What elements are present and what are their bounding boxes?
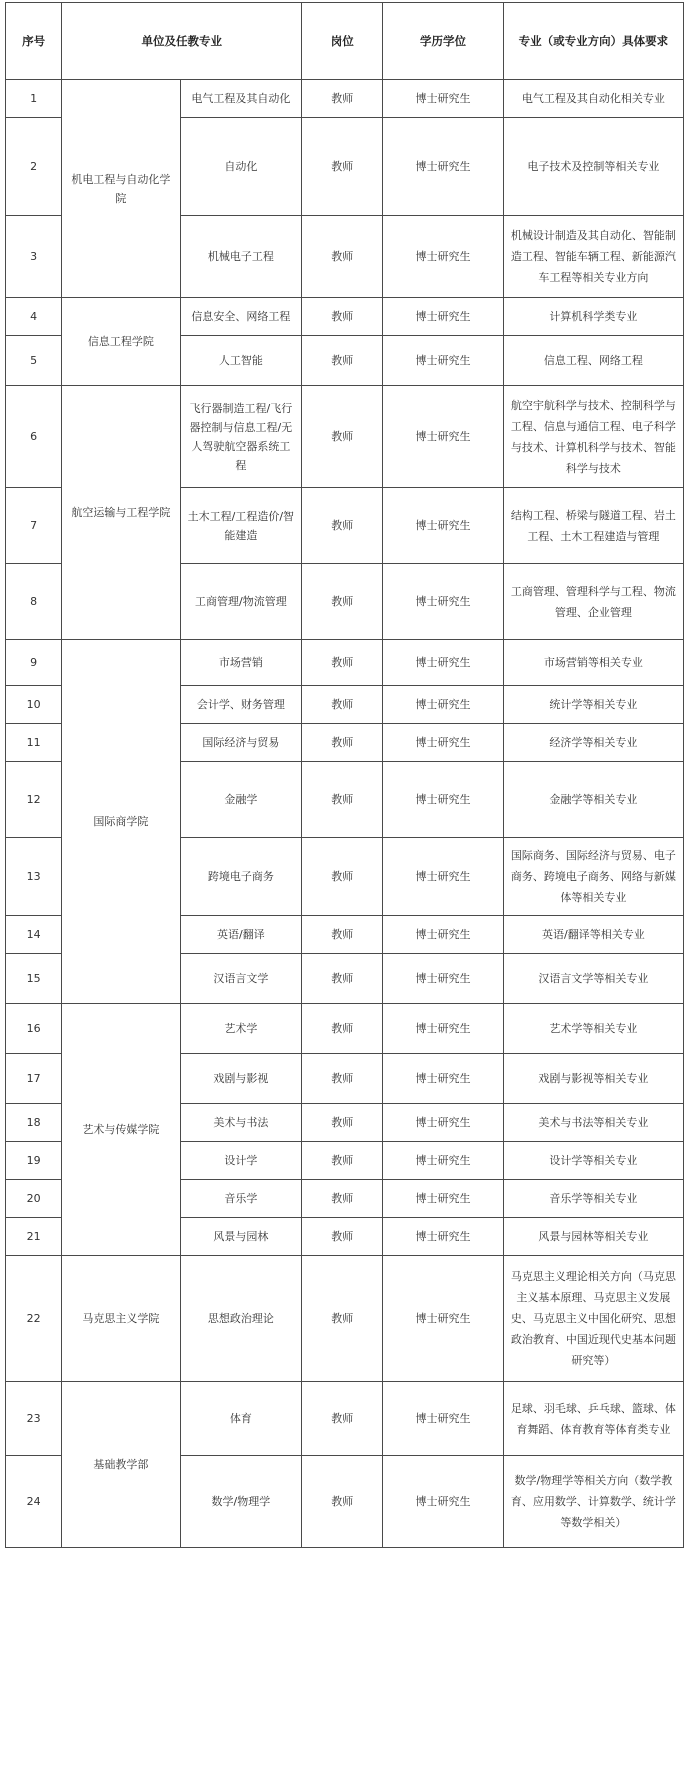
cell-no: 21 bbox=[6, 1218, 62, 1256]
cell-position: 教师 bbox=[302, 954, 383, 1004]
cell-no: 4 bbox=[6, 298, 62, 336]
cell-no: 5 bbox=[6, 336, 62, 386]
cell-requirement: 电气工程及其自动化相关专业 bbox=[503, 80, 683, 118]
cell-major: 机械电子工程 bbox=[180, 216, 302, 298]
cell-degree: 博士研究生 bbox=[383, 1180, 504, 1218]
cell-position: 教师 bbox=[302, 386, 383, 488]
cell-requirement: 结构工程、桥梁与隧道工程、岩土工程、土木工程建造与管理 bbox=[503, 488, 683, 564]
cell-unit: 基础教学部 bbox=[62, 1382, 180, 1548]
cell-degree: 博士研究生 bbox=[383, 1104, 504, 1142]
cell-position: 教师 bbox=[302, 1456, 383, 1548]
cell-major: 飞行器制造工程/飞行器控制与信息工程/无人驾驶航空器系统工程 bbox=[180, 386, 302, 488]
cell-degree: 博士研究生 bbox=[383, 1054, 504, 1104]
cell-degree: 博士研究生 bbox=[383, 686, 504, 724]
cell-degree: 博士研究生 bbox=[383, 488, 504, 564]
cell-major: 土木工程/工程造价/智能建造 bbox=[180, 488, 302, 564]
cell-major: 数学/物理学 bbox=[180, 1456, 302, 1548]
cell-requirement: 统计学等相关专业 bbox=[503, 686, 683, 724]
cell-degree: 博士研究生 bbox=[383, 336, 504, 386]
cell-no: 20 bbox=[6, 1180, 62, 1218]
cell-requirement: 金融学等相关专业 bbox=[503, 762, 683, 838]
cell-requirement: 戏剧与影视等相关专业 bbox=[503, 1054, 683, 1104]
cell-position: 教师 bbox=[302, 916, 383, 954]
cell-position: 教师 bbox=[302, 298, 383, 336]
header-degree: 学历学位 bbox=[383, 3, 504, 80]
cell-major: 人工智能 bbox=[180, 336, 302, 386]
cell-position: 教师 bbox=[302, 1142, 383, 1180]
cell-major: 金融学 bbox=[180, 762, 302, 838]
cell-position: 教师 bbox=[302, 1382, 383, 1456]
cell-no: 14 bbox=[6, 916, 62, 954]
cell-position: 教师 bbox=[302, 838, 383, 916]
cell-requirement: 马克思主义理论相关方向（马克思主义基本原理、马克思主义发展史、马克思主义中国化研究、思想政治教育、中国近现代史基本问题研究等） bbox=[503, 1256, 683, 1382]
cell-requirement: 经济学等相关专业 bbox=[503, 724, 683, 762]
cell-major: 风景与园林 bbox=[180, 1218, 302, 1256]
cell-requirement: 航空宇航科学与技术、控制科学与工程、信息与通信工程、电子科学与技术、计算机科学与技术、智能科学与技术 bbox=[503, 386, 683, 488]
cell-major: 电气工程及其自动化 bbox=[180, 80, 302, 118]
cell-unit: 信息工程学院 bbox=[62, 298, 180, 386]
cell-major: 汉语言文学 bbox=[180, 954, 302, 1004]
cell-no: 22 bbox=[6, 1256, 62, 1382]
cell-no: 18 bbox=[6, 1104, 62, 1142]
cell-major: 自动化 bbox=[180, 118, 302, 216]
cell-degree: 博士研究生 bbox=[383, 118, 504, 216]
cell-requirement: 市场营销等相关专业 bbox=[503, 640, 683, 686]
cell-degree: 博士研究生 bbox=[383, 1456, 504, 1548]
header-unit-major: 单位及任教专业 bbox=[62, 3, 302, 80]
cell-unit: 机电工程与自动化学院 bbox=[62, 80, 180, 298]
cell-position: 教师 bbox=[302, 1004, 383, 1054]
cell-requirement: 音乐学等相关专业 bbox=[503, 1180, 683, 1218]
table-row bbox=[6, 386, 684, 488]
table-row bbox=[6, 640, 684, 686]
cell-degree: 博士研究生 bbox=[383, 954, 504, 1004]
header-position: 岗位 bbox=[302, 3, 383, 80]
cell-degree: 博士研究生 bbox=[383, 1382, 504, 1456]
cell-requirement: 国际商务、国际经济与贸易、电子商务、跨境电子商务、网络与新媒体等相关专业 bbox=[503, 838, 683, 916]
cell-position: 教师 bbox=[302, 724, 383, 762]
cell-degree: 博士研究生 bbox=[383, 1256, 504, 1382]
cell-degree: 博士研究生 bbox=[383, 762, 504, 838]
cell-major: 艺术学 bbox=[180, 1004, 302, 1054]
cell-position: 教师 bbox=[302, 1054, 383, 1104]
cell-requirement: 艺术学等相关专业 bbox=[503, 1004, 683, 1054]
cell-major: 体育 bbox=[180, 1382, 302, 1456]
cell-position: 教师 bbox=[302, 488, 383, 564]
cell-degree: 博士研究生 bbox=[383, 1142, 504, 1180]
cell-requirement: 信息工程、网络工程 bbox=[503, 336, 683, 386]
cell-major: 会计学、财务管理 bbox=[180, 686, 302, 724]
cell-no: 15 bbox=[6, 954, 62, 1004]
cell-degree: 博士研究生 bbox=[383, 298, 504, 336]
cell-requirement: 工商管理、管理科学与工程、物流管理、企业管理 bbox=[503, 564, 683, 640]
cell-unit: 国际商学院 bbox=[62, 640, 180, 1004]
cell-requirement: 美术与书法等相关专业 bbox=[503, 1104, 683, 1142]
cell-requirement: 电子技术及控制等相关专业 bbox=[503, 118, 683, 216]
cell-position: 教师 bbox=[302, 80, 383, 118]
cell-requirement: 风景与园林等相关专业 bbox=[503, 1218, 683, 1256]
cell-unit: 马克思主义学院 bbox=[62, 1256, 180, 1382]
cell-position: 教师 bbox=[302, 686, 383, 724]
table-body bbox=[6, 80, 684, 1548]
header-requirement: 专业（或专业方向）具体要求 bbox=[503, 3, 683, 80]
cell-requirement: 机械设计制造及其自动化、智能制造工程、智能车辆工程、新能源汽车工程等相关专业方向 bbox=[503, 216, 683, 298]
cell-degree: 博士研究生 bbox=[383, 1218, 504, 1256]
header-no: 序号 bbox=[6, 3, 62, 80]
cell-position: 教师 bbox=[302, 336, 383, 386]
cell-degree: 博士研究生 bbox=[383, 1004, 504, 1054]
cell-major: 工商管理/物流管理 bbox=[180, 564, 302, 640]
cell-no: 17 bbox=[6, 1054, 62, 1104]
table-row bbox=[6, 298, 684, 336]
cell-requirement: 英语/翻译等相关专业 bbox=[503, 916, 683, 954]
cell-major: 英语/翻译 bbox=[180, 916, 302, 954]
cell-unit: 航空运输与工程学院 bbox=[62, 386, 180, 640]
cell-major: 市场营销 bbox=[180, 640, 302, 686]
table-row bbox=[6, 1256, 684, 1382]
cell-degree: 博士研究生 bbox=[383, 80, 504, 118]
cell-no: 8 bbox=[6, 564, 62, 640]
cell-no: 2 bbox=[6, 118, 62, 216]
table-row bbox=[6, 1004, 684, 1054]
cell-major: 跨境电子商务 bbox=[180, 838, 302, 916]
cell-no: 12 bbox=[6, 762, 62, 838]
cell-position: 教师 bbox=[302, 1256, 383, 1382]
cell-major: 戏剧与影视 bbox=[180, 1054, 302, 1104]
cell-requirement: 计算机科学类专业 bbox=[503, 298, 683, 336]
cell-no: 3 bbox=[6, 216, 62, 298]
cell-no: 24 bbox=[6, 1456, 62, 1548]
cell-major: 思想政治理论 bbox=[180, 1256, 302, 1382]
cell-requirement: 设计学等相关专业 bbox=[503, 1142, 683, 1180]
cell-unit: 艺术与传媒学院 bbox=[62, 1004, 180, 1256]
cell-position: 教师 bbox=[302, 1104, 383, 1142]
cell-no: 19 bbox=[6, 1142, 62, 1180]
cell-no: 7 bbox=[6, 488, 62, 564]
cell-major: 信息安全、网络工程 bbox=[180, 298, 302, 336]
cell-degree: 博士研究生 bbox=[383, 386, 504, 488]
cell-degree: 博士研究生 bbox=[383, 838, 504, 916]
cell-position: 教师 bbox=[302, 640, 383, 686]
cell-no: 1 bbox=[6, 80, 62, 118]
cell-no: 10 bbox=[6, 686, 62, 724]
cell-no: 13 bbox=[6, 838, 62, 916]
cell-requirement: 数学/物理学等相关方向（数学教育、应用数学、计算数学、统计学等数学相关） bbox=[503, 1456, 683, 1548]
cell-position: 教师 bbox=[302, 1180, 383, 1218]
cell-position: 教师 bbox=[302, 118, 383, 216]
table-header-row bbox=[6, 3, 684, 80]
cell-position: 教师 bbox=[302, 564, 383, 640]
table-row bbox=[6, 1382, 684, 1456]
cell-degree: 博士研究生 bbox=[383, 724, 504, 762]
cell-degree: 博士研究生 bbox=[383, 216, 504, 298]
cell-no: 16 bbox=[6, 1004, 62, 1054]
cell-no: 6 bbox=[6, 386, 62, 488]
recruitment-table bbox=[5, 2, 684, 1548]
cell-no: 11 bbox=[6, 724, 62, 762]
table-row bbox=[6, 80, 684, 118]
cell-requirement: 汉语言文学等相关专业 bbox=[503, 954, 683, 1004]
cell-position: 教师 bbox=[302, 216, 383, 298]
cell-no: 9 bbox=[6, 640, 62, 686]
cell-major: 设计学 bbox=[180, 1142, 302, 1180]
cell-requirement: 足球、羽毛球、乒乓球、篮球、体育舞蹈、体育教育等体育类专业 bbox=[503, 1382, 683, 1456]
cell-position: 教师 bbox=[302, 1218, 383, 1256]
cell-degree: 博士研究生 bbox=[383, 640, 504, 686]
cell-no: 23 bbox=[6, 1382, 62, 1456]
cell-major: 美术与书法 bbox=[180, 1104, 302, 1142]
cell-degree: 博士研究生 bbox=[383, 916, 504, 954]
cell-position: 教师 bbox=[302, 762, 383, 838]
cell-major: 国际经济与贸易 bbox=[180, 724, 302, 762]
cell-major: 音乐学 bbox=[180, 1180, 302, 1218]
cell-degree: 博士研究生 bbox=[383, 564, 504, 640]
